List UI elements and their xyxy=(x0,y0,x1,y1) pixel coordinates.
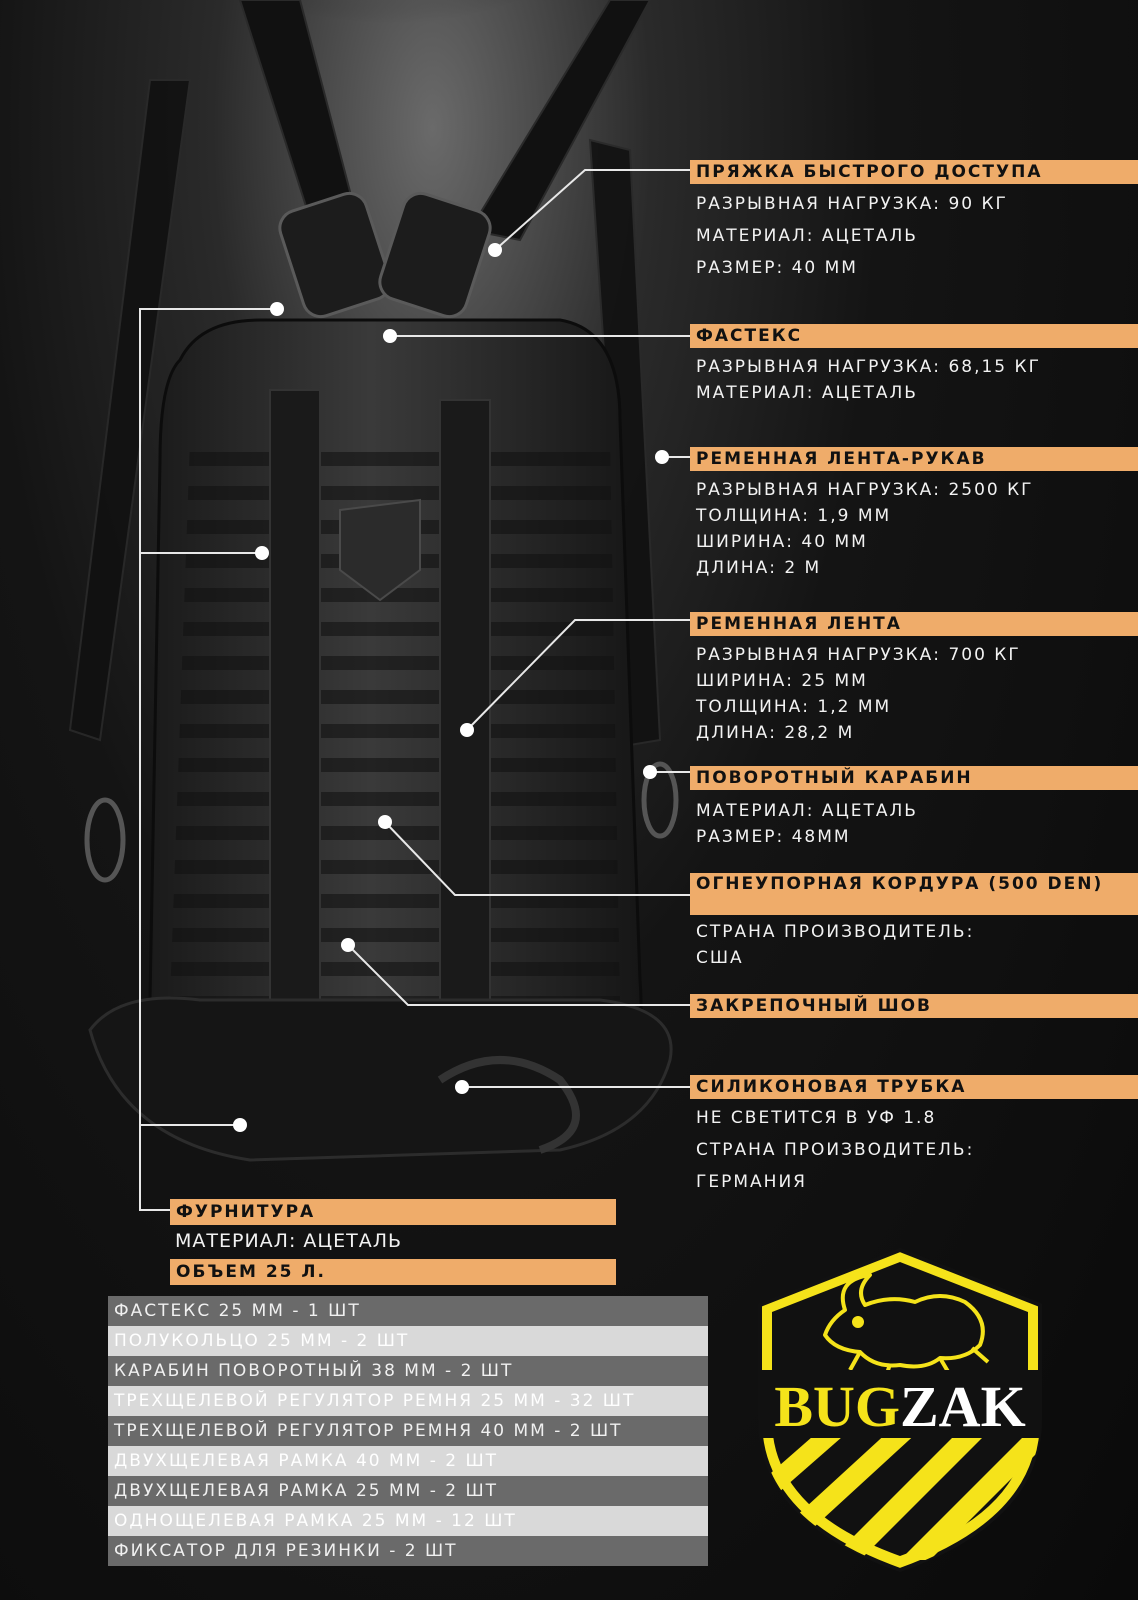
parts-row: ОДНОЩЕЛЕВАЯ РАМКА 25 ММ - 12 ШТ xyxy=(108,1506,708,1536)
spec-title-swivel-carabiner: ПОВОРОТНЫЙ КАРАБИН xyxy=(690,766,1138,790)
parts-row: ФАСТЕКС 25 ММ - 1 ШТ xyxy=(108,1296,708,1326)
spec-line: РАЗРЫВНАЯ НАГРУЗКА: 90 КГ xyxy=(696,194,1008,214)
spec-line: ШИРИНА: 40 ММ xyxy=(696,532,868,552)
spec-line: НЕ СВЕТИТСЯ В УФ 1.8 xyxy=(696,1108,937,1128)
spec-title-fastex: ФАСТЕКС xyxy=(690,324,1138,348)
spec-line: СТРАНА ПРОИЗВОДИТЕЛЬ: xyxy=(696,1140,975,1160)
backpack-body xyxy=(87,320,676,1160)
volume-label: ОБЪЕМ 25 Л. xyxy=(170,1259,616,1285)
spec-line: РАЗРЫВНАЯ НАГРУЗКА: 700 КГ xyxy=(696,645,1021,665)
spec-line: ДЛИНА: 2 М xyxy=(696,558,822,578)
spec-title-bartack-seam: ЗАКРЕПОЧНЫЙ ШОВ xyxy=(690,994,1138,1018)
spec-title-cordura: ОГНЕУПОРНАЯ КОРДУРА (500 DEN) xyxy=(690,873,1138,915)
spec-title-quick-buckle: ПРЯЖКА БЫСТРОГО ДОСТУПА xyxy=(690,160,1138,184)
spec-line: РАЗМЕР: 48ММ xyxy=(696,827,851,847)
parts-row: ДВУХЩЕЛЕВАЯ РАМКА 25 ММ - 2 ШТ xyxy=(108,1476,708,1506)
spec-line: СТРАНА ПРОИЗВОДИТЕЛЬ: xyxy=(696,922,975,942)
spec-line: МАТЕРИАЛ: АЦЕТАЛЬ xyxy=(696,801,918,821)
spec-title-silicone-tube: СИЛИКОНОВАЯ ТРУБКА xyxy=(690,1075,1138,1099)
bugzak-logo xyxy=(740,1240,1060,1580)
spec-line: ТОЛЩИНА: 1,9 ММ xyxy=(696,506,892,526)
svg-text:BUGZAK xyxy=(774,1374,1025,1439)
parts-row: КАРАБИН ПОВОРОТНЫЙ 38 ММ - 2 ШТ xyxy=(108,1356,708,1386)
spec-line: РАЗРЫВНАЯ НАГРУЗКА: 2500 КГ xyxy=(696,480,1034,500)
spec-line: РАЗМЕР: 40 ММ xyxy=(696,258,858,278)
fittings-title: ФУРНИТУРА xyxy=(170,1199,616,1225)
parts-row: ФИКСАТОР ДЛЯ РЕЗИНКИ - 2 ШТ xyxy=(108,1536,708,1566)
spec-line: ГЕРМАНИЯ xyxy=(696,1172,807,1192)
spec-line: ШИРИНА: 25 ММ xyxy=(696,671,868,691)
spec-title-webbing: РЕМЕННАЯ ЛЕНТА xyxy=(690,612,1138,636)
logo-text-bug: BUG xyxy=(774,1374,900,1439)
spec-line: ТОЛЩИНА: 1,2 ММ xyxy=(696,697,892,717)
logo-text-zak: ZAK xyxy=(900,1374,1026,1439)
spec-line: США xyxy=(696,948,744,968)
spec-line: МАТЕРИАЛ: АЦЕТАЛЬ xyxy=(696,383,918,403)
spec-line: МАТЕРИАЛ: АЦЕТАЛЬ xyxy=(696,226,918,246)
parts-row: ДВУХЩЕЛЕВАЯ РАМКА 40 ММ - 2 ШТ xyxy=(108,1446,708,1476)
parts-row: ПОЛУКОЛЬЦО 25 ММ - 2 ШТ xyxy=(108,1326,708,1356)
parts-list xyxy=(108,1296,708,1566)
parts-row: ТРЕХЩЕЛЕВОЙ РЕГУЛЯТОР РЕМНЯ 40 ММ - 2 ШТ xyxy=(108,1416,708,1446)
parts-row: ТРЕХЩЕЛЕВОЙ РЕГУЛЯТОР РЕМНЯ 25 ММ - 32 ШТ xyxy=(108,1386,708,1416)
spec-line: ДЛИНА: 28,2 М xyxy=(696,723,855,743)
fittings-material: МАТЕРИАЛ: АЦЕТАЛЬ xyxy=(175,1230,403,1252)
spec-line: РАЗРЫВНАЯ НАГРУЗКА: 68,15 КГ xyxy=(696,357,1041,377)
spec-title-webbing-sleeve: РЕМЕННАЯ ЛЕНТА-РУКАВ xyxy=(690,447,1138,471)
